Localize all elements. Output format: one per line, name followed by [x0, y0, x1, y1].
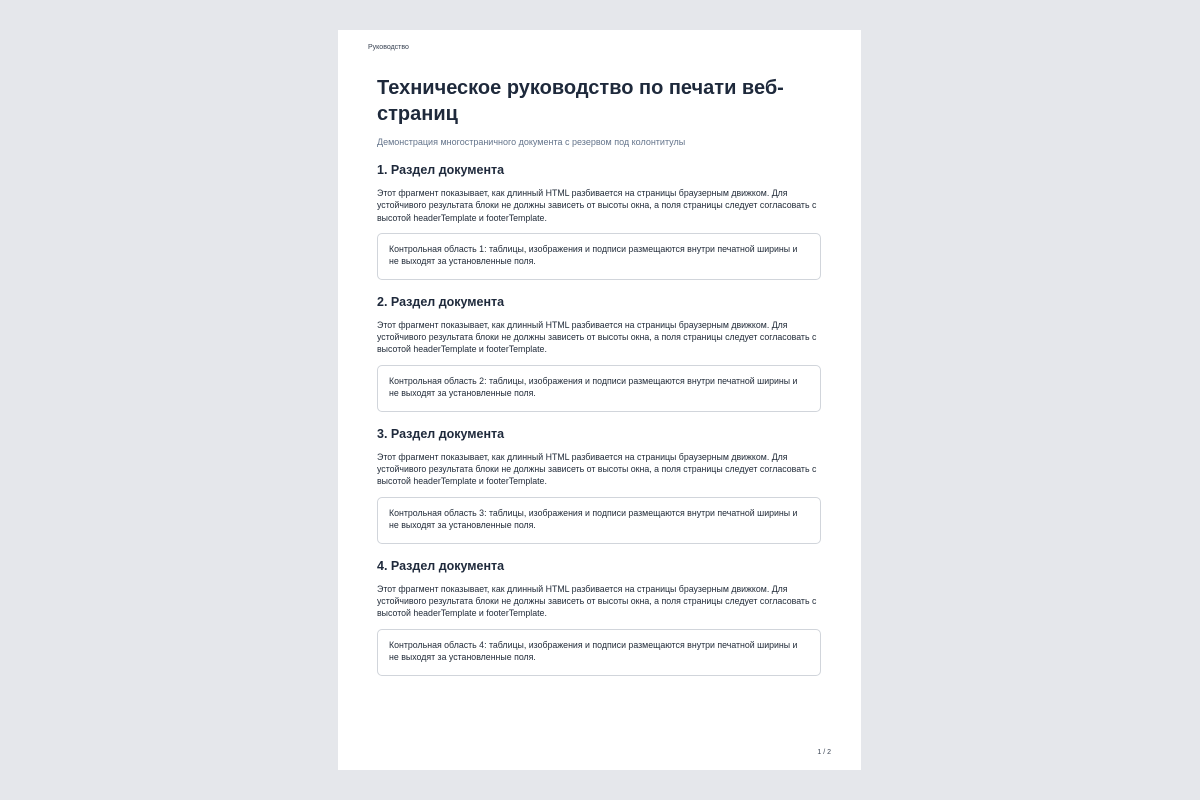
document-page: [338, 30, 861, 770]
section-paragraph: Этот фрагмент показывает, как длинный HTML разбивается на страницы браузерным движком. Для устойчивого результата блоки не должны зависеть от высоты окна, а поля страницы следует согласовать с высотой headerTemplate и footerTemplate.: [377, 583, 817, 619]
callout-box: Контрольная область 2: таблицы, изображения и подписи размещаются внутри печатной ширины и не выходят за установленные поля.: [377, 365, 821, 412]
document-section: [377, 558, 821, 676]
document-subtitle: Демонстрация многостраничного документа с резервом под колонтитулы: [377, 137, 686, 147]
page-number: 1 / 2: [817, 749, 831, 756]
callout-box: Контрольная область 4: таблицы, изображения и подписи размещаются внутри печатной ширины и не выходят за установленные поля.: [377, 629, 821, 676]
page-header: Руководство: [368, 44, 409, 51]
document-section: [377, 426, 821, 544]
page-content: [377, 75, 821, 676]
document-title: Техническое руководство по печати веб-страниц: [377, 77, 784, 125]
callout-box: Контрольная область 3: таблицы, изображения и подписи размещаются внутри печатной ширины и не выходят за установленные поля.: [377, 497, 821, 544]
section-heading: 2. Раздел документа: [377, 294, 505, 309]
section-paragraph: Этот фрагмент показывает, как длинный HTML разбивается на страницы браузерным движком. Для устойчивого результата блоки не должны зависеть от высоты окна, а поля страницы следует согласовать с высотой headerTemplate и footerTemplate.: [377, 319, 817, 355]
section-heading: 3. Раздел документа: [377, 426, 505, 441]
callout-box: Контрольная область 1: таблицы, изображения и подписи размещаются внутри печатной ширины и не выходят за установленные поля.: [377, 233, 821, 280]
section-paragraph: Этот фрагмент показывает, как длинный HTML разбивается на страницы браузерным движком. Для устойчивого результата блоки не должны зависеть от высоты окна, а поля страницы следует согласовать с высотой headerTemplate и footerTemplate.: [377, 451, 817, 487]
section-heading: 4. Раздел документа: [377, 558, 505, 573]
document-section: [377, 162, 821, 280]
section-heading: 1. Раздел документа: [377, 163, 505, 177]
document-section: [377, 294, 821, 412]
section-paragraph: Этот фрагмент показывает, как длинный HTML разбивается на страницы браузерным движком. Для устойчивого результата блоки не должны зависеть от высоты окна, а поля страницы следует согласовать с высотой headerTemplate и footerTemplate.: [377, 188, 817, 223]
